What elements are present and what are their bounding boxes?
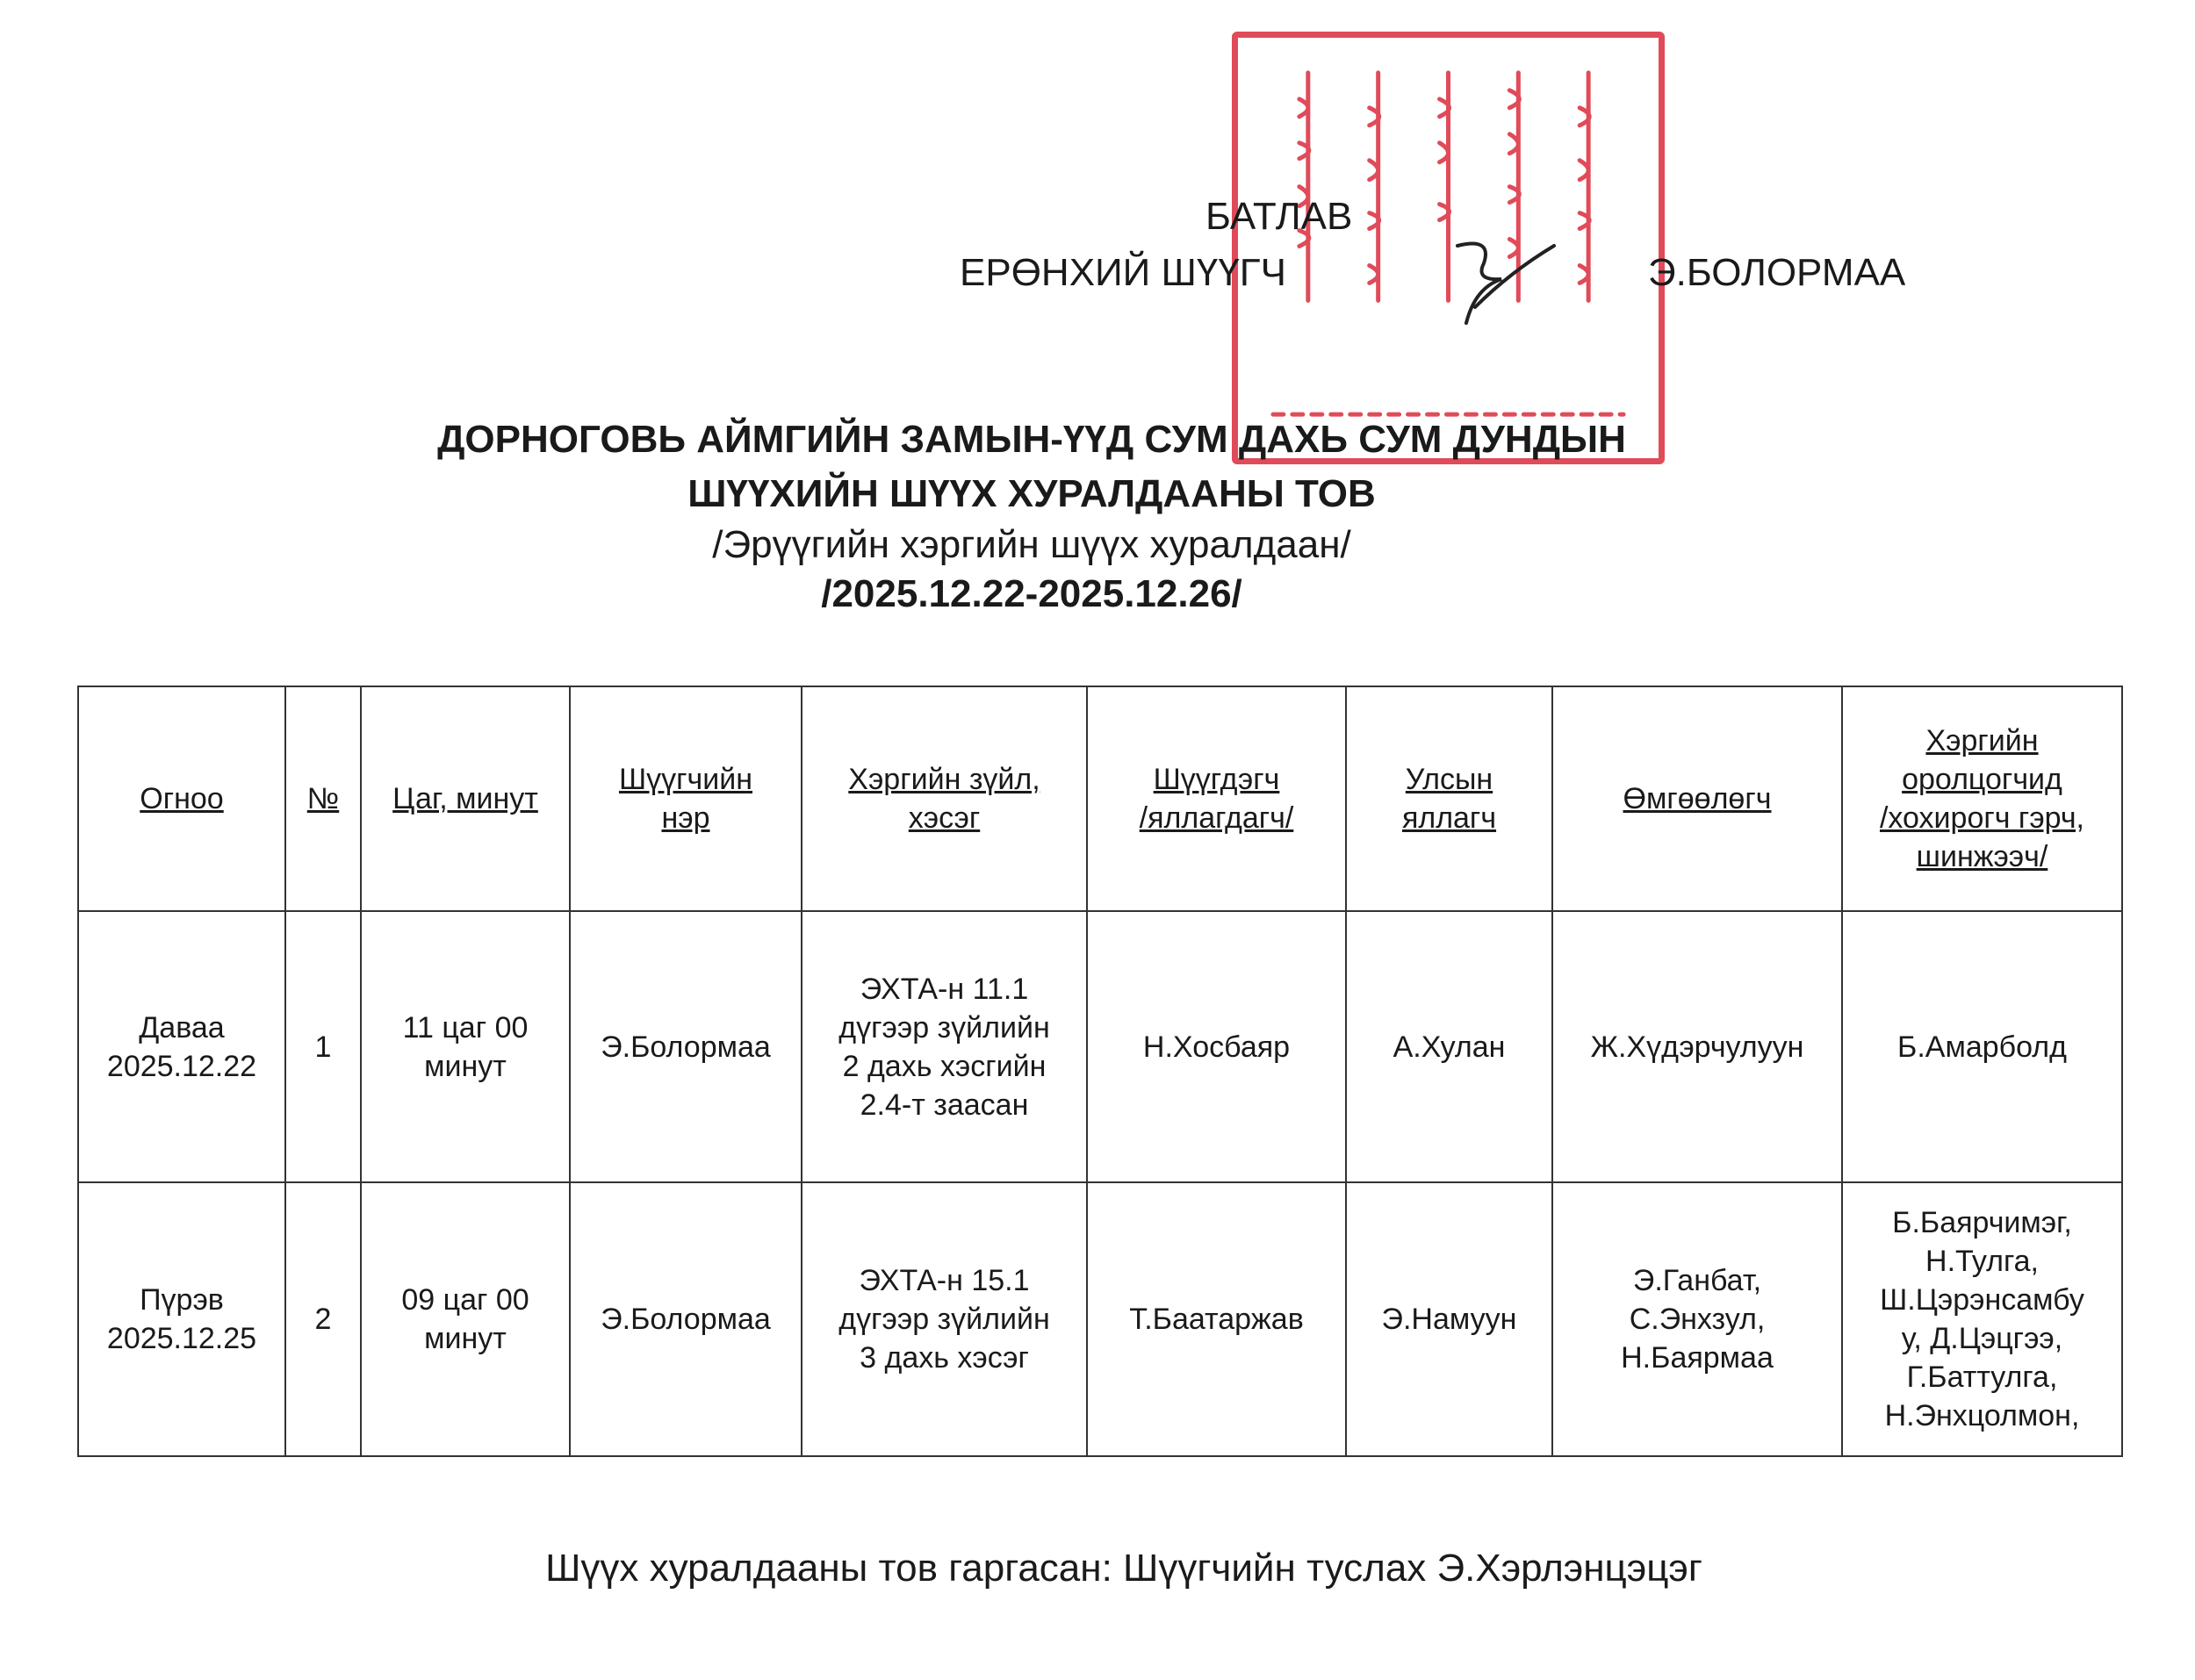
header-number <box>285 686 361 911</box>
time-cell-line: минут <box>424 1322 507 1355</box>
time-cell <box>361 911 570 1182</box>
article-cell <box>802 1182 1087 1456</box>
participants-cell-line: Н.Энхцолмон, <box>1884 1399 2080 1432</box>
participants-cell <box>1842 911 2122 1182</box>
judge-cell: Э.Болормаа <box>570 1182 802 1456</box>
lawyer-cell-line: Э.Ганбат, <box>1632 1264 1762 1297</box>
header-text: /хохирогч гэрч, <box>1879 801 2085 835</box>
hearing-schedule-table <box>77 686 2123 1457</box>
table-row <box>78 1182 2122 1456</box>
participants-cell-line: Ш.Цэрэнсамбу <box>1880 1283 2084 1317</box>
time-cell <box>361 1182 570 1456</box>
date-cell-line: 2025.12.22 <box>106 1049 257 1083</box>
header-text: Улсын <box>1405 763 1493 796</box>
header-text: Өмгөөлөгч <box>1623 782 1772 815</box>
lawyer-cell-line: Ж.Хүдэрчулуун <box>1590 1030 1804 1064</box>
participants-cell-line: Б.Баярчимэг, <box>1892 1206 2072 1239</box>
header-text: Шүүгдэгч <box>1153 763 1280 796</box>
chief-judge-title: ЕРӨНХИЙ ШҮҮГЧ <box>960 251 1286 294</box>
date-cell <box>78 911 285 1182</box>
article-cell-line: дүгээр зүйлийн <box>838 1303 1050 1336</box>
table-row <box>78 911 2122 1182</box>
header-text: шинжээч/ <box>1916 840 2048 873</box>
prosecutor-cell: Э.Намуун <box>1346 1182 1552 1456</box>
article-cell <box>802 911 1087 1182</box>
header-text: /яллагдагч/ <box>1139 801 1294 835</box>
number-cell: 1 <box>285 911 361 1182</box>
date-cell-line: 2025.12.25 <box>106 1322 257 1355</box>
participants-cell-line: Г.Баттулга, <box>1906 1361 2058 1394</box>
footer-prepared-by: Шүүх хуралдааны тов гаргасан: Шүүгчийн туслах Э.Хэрлэнцэцэг <box>545 1547 1702 1590</box>
number-cell: 2 <box>285 1182 361 1456</box>
header-text: нэр <box>661 801 710 835</box>
schedule-period: /2025.12.22-2025.12.26/ <box>821 572 1242 615</box>
participants-cell-line: Б.Амарболд <box>1897 1030 2067 1064</box>
time-cell-line: 11 цаг 00 <box>402 1010 529 1045</box>
article-cell-line: ЭХТА-н 11.1 <box>860 972 1029 1006</box>
header-date <box>78 686 285 911</box>
header-text: Огноо <box>140 782 224 815</box>
article-cell-line: 2.4-т заасан <box>860 1088 1029 1122</box>
document-title-line-1: ДОРНОГОВЬ АЙМГИЙН ЗАМЫН-ҮҮД СУМ ДАХЬ СУМ ДУНДЫН <box>437 418 1626 461</box>
header-text: яллагч <box>1401 801 1497 835</box>
header-prosecutor <box>1346 686 1552 911</box>
header-article <box>802 686 1087 911</box>
chief-judge-name: Э.БОЛОРМАА <box>1648 251 1906 294</box>
date-cell-line: Пүрэв <box>140 1283 224 1317</box>
document-subtitle: /Эрүүгийн хэргийн шүүх хуралдаан/ <box>712 523 1351 566</box>
participants-cell-line: у, Д.Цэцгээ, <box>1901 1322 2063 1355</box>
participants-cell <box>1842 1182 2122 1456</box>
participants-cell-line: Н.Тулга, <box>1925 1245 2039 1278</box>
lawyer-cell <box>1552 1182 1842 1456</box>
article-cell-line: ЭХТА-н 15.1 <box>859 1264 1030 1297</box>
lawyer-cell-line: Н.Баярмаа <box>1621 1341 1774 1375</box>
header-time <box>361 686 570 911</box>
time-cell-line: минут <box>424 1049 507 1083</box>
header-text: № <box>306 782 340 815</box>
defendant-cell: Н.Хосбаяр <box>1087 911 1346 1182</box>
article-cell-line: 2 дахь хэсгийн <box>842 1049 1047 1083</box>
defendant-cell: Т.Баатаржав <box>1087 1182 1346 1456</box>
lawyer-cell-line: С.Энхзул, <box>1629 1303 1766 1336</box>
header-participants <box>1842 686 2122 911</box>
prosecutor-cell: А.Хулан <box>1346 911 1552 1182</box>
header-text: хэсэг <box>908 801 981 835</box>
lawyer-cell <box>1552 911 1842 1182</box>
date-cell-line: Даваа <box>139 1010 225 1045</box>
article-cell-line: 3 дахь хэсэг <box>860 1341 1029 1375</box>
table-header-row <box>78 686 2122 911</box>
approve-label: БАТЛАВ <box>1205 195 1353 238</box>
header-judge <box>570 686 802 911</box>
judge-cell: Э.Болормаа <box>570 911 802 1182</box>
header-lawyer <box>1552 686 1842 911</box>
date-cell <box>78 1182 285 1456</box>
header-text: Цаг, минут <box>392 782 538 815</box>
header-text: оролцогчид <box>1902 763 2062 796</box>
header-text: Хэргийн <box>1925 724 2039 757</box>
document-title-line-2: ШҮҮХИЙН ШҮҮХ ХУРАЛДААНЫ ТОВ <box>687 472 1376 515</box>
header-text: Хэргийн зүйл, <box>848 763 1040 796</box>
header-defendant <box>1087 686 1346 911</box>
article-cell-line: дүгээр зүйлийн <box>838 1010 1050 1045</box>
header-text: Шүүгчийн <box>618 763 753 796</box>
time-cell-line: 09 цаг 00 <box>401 1283 529 1317</box>
signature-mark <box>1440 228 1563 325</box>
